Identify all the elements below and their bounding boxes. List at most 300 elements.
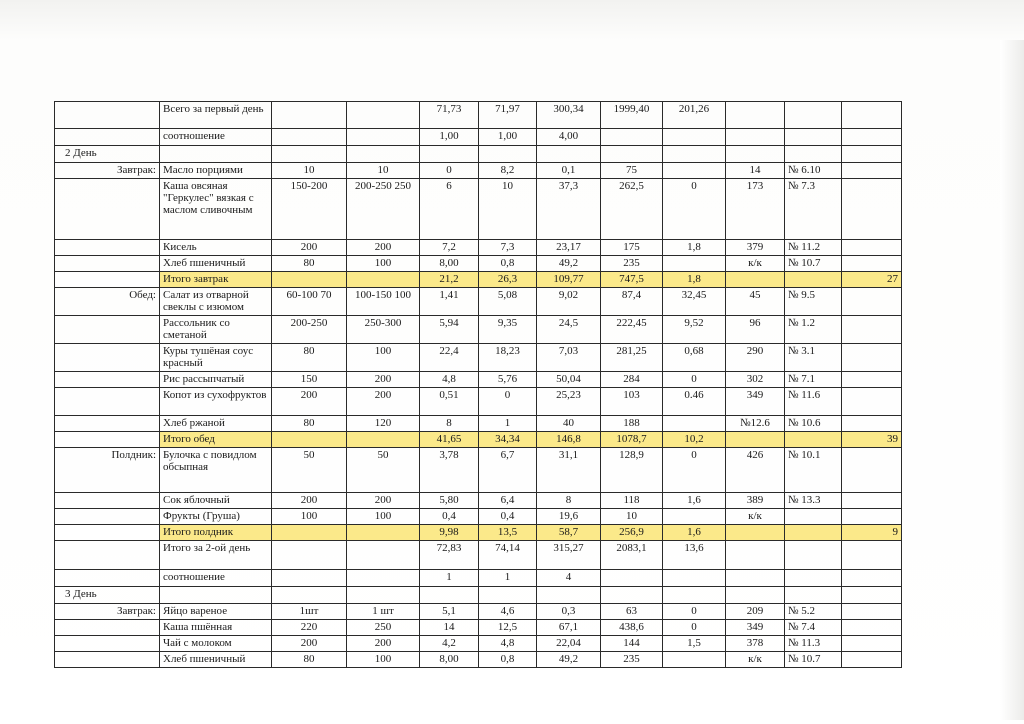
protein-cell xyxy=(420,146,479,163)
portion-large-cell: 200 xyxy=(347,493,420,509)
recipe-code-cell: № 10.7 xyxy=(785,652,842,668)
energy-cell: 438,6 xyxy=(601,620,663,636)
extra-cell xyxy=(842,636,902,652)
energy-cell: 87,4 xyxy=(601,288,663,316)
dish-cell: Салат из отварной свеклы с изюмом xyxy=(160,288,272,316)
dish-cell xyxy=(160,146,272,163)
meal-cell xyxy=(55,256,160,272)
dish-cell: Рис рассыпчатый xyxy=(160,372,272,388)
extra-cell xyxy=(842,416,902,432)
energy-cell: 10 xyxy=(601,509,663,525)
table-row xyxy=(55,570,902,587)
energy-cell: 281,25 xyxy=(601,344,663,372)
carbs-cell: 0,3 xyxy=(537,604,601,620)
portion-large-cell: 1 шт xyxy=(347,604,420,620)
carbs-cell: 146,8 xyxy=(537,432,601,448)
extra-cell xyxy=(842,102,902,129)
protein-cell: 8,00 xyxy=(420,256,479,272)
vitamin-cell: 1,6 xyxy=(663,525,726,541)
energy-cell: 118 xyxy=(601,493,663,509)
day-header-row xyxy=(55,587,902,604)
fat-cell xyxy=(479,146,537,163)
recipe-code-cell xyxy=(785,525,842,541)
day-header-row xyxy=(55,146,902,163)
portion-large-cell: 250-300 xyxy=(347,316,420,344)
recipe-code-cell: № 13.3 xyxy=(785,493,842,509)
recipe-code-cell xyxy=(785,102,842,129)
portion-large-cell xyxy=(347,587,420,604)
energy-cell: 747,5 xyxy=(601,272,663,288)
portion-small-cell: 220 xyxy=(272,620,347,636)
portion-large-cell xyxy=(347,570,420,587)
recipe-number-cell: 426 xyxy=(726,448,785,493)
extra-cell xyxy=(842,388,902,416)
portion-large-cell xyxy=(347,272,420,288)
fat-cell: 1,00 xyxy=(479,129,537,146)
recipe-number-cell: к/к xyxy=(726,652,785,668)
energy-cell: 235 xyxy=(601,256,663,272)
recipe-number-cell xyxy=(726,129,785,146)
energy-cell: 222,45 xyxy=(601,316,663,344)
carbs-cell: 22,04 xyxy=(537,636,601,652)
energy-cell: 1999,40 xyxy=(601,102,663,129)
portion-large-cell: 200-250 250 xyxy=(347,179,420,240)
extra-cell xyxy=(842,509,902,525)
dish-cell: Итого полдник xyxy=(160,525,272,541)
vitamin-cell: 0 xyxy=(663,604,726,620)
dish-cell: Кисель xyxy=(160,240,272,256)
meal-cell xyxy=(55,570,160,587)
meal-cell xyxy=(55,129,160,146)
recipe-number-cell xyxy=(726,102,785,129)
fat-cell: 6,7 xyxy=(479,448,537,493)
table-row xyxy=(55,652,902,668)
portion-small-cell xyxy=(272,102,347,129)
dish-cell: соотношение xyxy=(160,570,272,587)
portion-large-cell: 100 xyxy=(347,344,420,372)
protein-cell: 22,4 xyxy=(420,344,479,372)
vitamin-cell: 1,5 xyxy=(663,636,726,652)
recipe-code-cell: № 3.1 xyxy=(785,344,842,372)
carbs-cell: 19,6 xyxy=(537,509,601,525)
fat-cell: 0,8 xyxy=(479,256,537,272)
table-row xyxy=(55,102,902,129)
energy-cell: 175 xyxy=(601,240,663,256)
fat-cell: 0 xyxy=(479,388,537,416)
meal-cell: Завтрак: xyxy=(55,604,160,620)
portion-small-cell: 80 xyxy=(272,344,347,372)
portion-large-cell: 250 xyxy=(347,620,420,636)
protein-cell: 9,98 xyxy=(420,525,479,541)
energy-cell: 63 xyxy=(601,604,663,620)
extra-cell xyxy=(842,129,902,146)
total-row xyxy=(55,272,902,288)
meal-cell: Полдник: xyxy=(55,448,160,493)
vitamin-cell: 0 xyxy=(663,179,726,240)
recipe-code-cell xyxy=(785,541,842,570)
recipe-code-cell: № 6.10 xyxy=(785,163,842,179)
protein-cell: 0,4 xyxy=(420,509,479,525)
carbs-cell: 25,23 xyxy=(537,388,601,416)
portion-small-cell: 80 xyxy=(272,256,347,272)
portion-small-cell: 60-100 70 xyxy=(272,288,347,316)
fat-cell: 13,5 xyxy=(479,525,537,541)
portion-small-cell: 1шт xyxy=(272,604,347,620)
carbs-cell: 23,17 xyxy=(537,240,601,256)
meal-cell xyxy=(55,652,160,668)
dish-cell: Хлеб ржаной xyxy=(160,416,272,432)
recipe-code-cell: № 11.3 xyxy=(785,636,842,652)
portion-small-cell xyxy=(272,129,347,146)
portion-large-cell xyxy=(347,102,420,129)
meal-cell xyxy=(55,272,160,288)
protein-cell: 8,00 xyxy=(420,652,479,668)
recipe-number-cell: 173 xyxy=(726,179,785,240)
recipe-code-cell: № 9.5 xyxy=(785,288,842,316)
fat-cell: 26,3 xyxy=(479,272,537,288)
vitamin-cell: 10,2 xyxy=(663,432,726,448)
meal-cell xyxy=(55,344,160,372)
recipe-code-cell: № 7.1 xyxy=(785,372,842,388)
recipe-number-cell: к/к xyxy=(726,256,785,272)
portion-small-cell xyxy=(272,587,347,604)
table-row xyxy=(55,541,902,570)
energy-cell: 256,9 xyxy=(601,525,663,541)
protein-cell: 7,2 xyxy=(420,240,479,256)
fat-cell: 34,34 xyxy=(479,432,537,448)
energy-cell xyxy=(601,570,663,587)
carbs-cell: 24,5 xyxy=(537,316,601,344)
vitamin-cell: 0 xyxy=(663,620,726,636)
recipe-number-cell xyxy=(726,272,785,288)
extra-cell xyxy=(842,344,902,372)
recipe-number-cell: 378 xyxy=(726,636,785,652)
dish-cell: Копот из сухофруктов xyxy=(160,388,272,416)
dish-cell: Масло порциями xyxy=(160,163,272,179)
extra-cell xyxy=(842,372,902,388)
vitamin-cell xyxy=(663,146,726,163)
portion-small-cell: 150-200 xyxy=(272,179,347,240)
fat-cell: 12,5 xyxy=(479,620,537,636)
meal-cell xyxy=(55,525,160,541)
dish-cell xyxy=(160,587,272,604)
portion-large-cell: 100 xyxy=(347,256,420,272)
extra-cell xyxy=(842,179,902,240)
carbs-cell: 109,77 xyxy=(537,272,601,288)
extra-cell xyxy=(842,652,902,668)
carbs-cell: 50,04 xyxy=(537,372,601,388)
dish-cell: Куры тушёная соус красный xyxy=(160,344,272,372)
meal-cell xyxy=(55,316,160,344)
energy-cell: 75 xyxy=(601,163,663,179)
table-row xyxy=(55,129,902,146)
carbs-cell: 49,2 xyxy=(537,652,601,668)
recipe-code-cell: № 7.4 xyxy=(785,620,842,636)
recipe-code-cell xyxy=(785,146,842,163)
portion-large-cell: 200 xyxy=(347,372,420,388)
table-row xyxy=(55,388,902,416)
vitamin-cell: 201,26 xyxy=(663,102,726,129)
portion-small-cell: 200 xyxy=(272,240,347,256)
carbs-cell: 37,3 xyxy=(537,179,601,240)
portion-large-cell: 200 xyxy=(347,388,420,416)
portion-small-cell xyxy=(272,570,347,587)
meal-cell xyxy=(55,620,160,636)
energy-cell xyxy=(601,146,663,163)
portion-large-cell: 100-150 100 xyxy=(347,288,420,316)
portion-small-cell: 80 xyxy=(272,416,347,432)
carbs-cell: 7,03 xyxy=(537,344,601,372)
protein-cell: 0,51 xyxy=(420,388,479,416)
energy-cell: 128,9 xyxy=(601,448,663,493)
extra-cell xyxy=(842,448,902,493)
protein-cell: 8 xyxy=(420,416,479,432)
extra-cell: 39 xyxy=(842,432,902,448)
portion-small-cell xyxy=(272,432,347,448)
table-row xyxy=(55,316,902,344)
recipe-number-cell xyxy=(726,432,785,448)
portion-large-cell: 100 xyxy=(347,509,420,525)
meal-cell xyxy=(55,388,160,416)
portion-small-cell: 200 xyxy=(272,388,347,416)
fat-cell: 5,08 xyxy=(479,288,537,316)
portion-large-cell xyxy=(347,129,420,146)
dish-cell: Каша пшённая xyxy=(160,620,272,636)
energy-cell xyxy=(601,587,663,604)
recipe-code-cell: № 10.6 xyxy=(785,416,842,432)
vitamin-cell xyxy=(663,509,726,525)
meal-cell xyxy=(55,432,160,448)
protein-cell: 4,8 xyxy=(420,372,479,388)
dish-cell: Итого завтрак xyxy=(160,272,272,288)
portion-small-cell: 200 xyxy=(272,636,347,652)
energy-cell: 262,5 xyxy=(601,179,663,240)
extra-cell xyxy=(842,587,902,604)
extra-cell xyxy=(842,256,902,272)
energy-cell: 188 xyxy=(601,416,663,432)
dish-cell: Итого обед xyxy=(160,432,272,448)
extra-cell xyxy=(842,240,902,256)
fat-cell: 74,14 xyxy=(479,541,537,570)
recipe-code-cell: № 5.2 xyxy=(785,604,842,620)
protein-cell: 6 xyxy=(420,179,479,240)
fat-cell: 6,4 xyxy=(479,493,537,509)
meal-cell xyxy=(55,372,160,388)
recipe-number-cell: 14 xyxy=(726,163,785,179)
protein-cell: 21,2 xyxy=(420,272,479,288)
protein-cell: 1,00 xyxy=(420,129,479,146)
protein-cell: 41,65 xyxy=(420,432,479,448)
portion-small-cell: 100 xyxy=(272,509,347,525)
table-row xyxy=(55,493,902,509)
portion-small-cell xyxy=(272,525,347,541)
extra-cell: 9 xyxy=(842,525,902,541)
vitamin-cell xyxy=(663,416,726,432)
extra-cell xyxy=(842,146,902,163)
carbs-cell: 40 xyxy=(537,416,601,432)
dish-cell: Яйцо вареное xyxy=(160,604,272,620)
recipe-code-cell xyxy=(785,570,842,587)
meal-cell: Обед: xyxy=(55,288,160,316)
extra-cell xyxy=(842,541,902,570)
table-row xyxy=(55,256,902,272)
dish-cell: Итого за 2-ой день xyxy=(160,541,272,570)
vitamin-cell: 32,45 xyxy=(663,288,726,316)
carbs-cell: 4,00 xyxy=(537,129,601,146)
portion-large-cell xyxy=(347,525,420,541)
dish-cell: Хлеб пшеничный xyxy=(160,652,272,668)
dish-cell: Фрукты (Груша) xyxy=(160,509,272,525)
dish-cell: Сок яблочный xyxy=(160,493,272,509)
recipe-code-cell xyxy=(785,509,842,525)
table-row xyxy=(55,163,902,179)
dish-cell: Всего за первый день xyxy=(160,102,272,129)
recipe-number-cell xyxy=(726,570,785,587)
portion-small-cell xyxy=(272,146,347,163)
carbs-cell: 31,1 xyxy=(537,448,601,493)
portion-small-cell xyxy=(272,541,347,570)
recipe-number-cell: 45 xyxy=(726,288,785,316)
dish-cell: Хлеб пшеничный xyxy=(160,256,272,272)
extra-cell xyxy=(842,316,902,344)
vitamin-cell: 1,8 xyxy=(663,240,726,256)
portion-small-cell: 150 xyxy=(272,372,347,388)
energy-cell: 2083,1 xyxy=(601,541,663,570)
recipe-number-cell: 302 xyxy=(726,372,785,388)
extra-cell xyxy=(842,163,902,179)
vitamin-cell xyxy=(663,256,726,272)
carbs-cell: 67,1 xyxy=(537,620,601,636)
energy-cell: 235 xyxy=(601,652,663,668)
protein-cell: 14 xyxy=(420,620,479,636)
portion-large-cell: 200 xyxy=(347,636,420,652)
recipe-number-cell: 349 xyxy=(726,620,785,636)
fat-cell: 71,97 xyxy=(479,102,537,129)
vitamin-cell: 0 xyxy=(663,372,726,388)
fat-cell: 5,76 xyxy=(479,372,537,388)
fat-cell: 18,23 xyxy=(479,344,537,372)
protein-cell: 1 xyxy=(420,570,479,587)
portion-large-cell xyxy=(347,432,420,448)
vitamin-cell: 1,6 xyxy=(663,493,726,509)
energy-cell: 144 xyxy=(601,636,663,652)
recipe-code-cell: № 7.3 xyxy=(785,179,842,240)
recipe-number-cell: 349 xyxy=(726,388,785,416)
meal-cell xyxy=(55,541,160,570)
meal-cell xyxy=(55,416,160,432)
carbs-cell: 58,7 xyxy=(537,525,601,541)
meal-cell xyxy=(55,240,160,256)
vitamin-cell: 13,6 xyxy=(663,541,726,570)
extra-cell: 27 xyxy=(842,272,902,288)
recipe-number-cell: 96 xyxy=(726,316,785,344)
energy-cell xyxy=(601,129,663,146)
carbs-cell: 4 xyxy=(537,570,601,587)
table-row xyxy=(55,179,902,240)
page-edge-shadow xyxy=(1000,40,1024,720)
recipe-number-cell: 389 xyxy=(726,493,785,509)
table-row xyxy=(55,372,902,388)
table-row xyxy=(55,636,902,652)
meal-cell: 3 День xyxy=(55,587,160,604)
recipe-number-cell: 290 xyxy=(726,344,785,372)
carbs-cell xyxy=(537,146,601,163)
menu-table xyxy=(54,101,902,668)
energy-cell: 284 xyxy=(601,372,663,388)
recipe-number-cell xyxy=(726,587,785,604)
vitamin-cell: 0 xyxy=(663,448,726,493)
protein-cell: 72,83 xyxy=(420,541,479,570)
protein-cell: 4,2 xyxy=(420,636,479,652)
protein-cell xyxy=(420,587,479,604)
dish-cell: соотношение xyxy=(160,129,272,146)
portion-small-cell: 200 xyxy=(272,493,347,509)
recipe-number-cell: 209 xyxy=(726,604,785,620)
recipe-number-cell xyxy=(726,525,785,541)
recipe-code-cell xyxy=(785,272,842,288)
meal-cell xyxy=(55,102,160,129)
dish-cell: Рассольник со сметаной xyxy=(160,316,272,344)
extra-cell xyxy=(842,288,902,316)
recipe-code-cell xyxy=(785,587,842,604)
fat-cell: 1 xyxy=(479,416,537,432)
vitamin-cell xyxy=(663,163,726,179)
vitamin-cell xyxy=(663,129,726,146)
dish-cell: Каша овсяная "Геркулес" вязкая с маслом сливочным xyxy=(160,179,272,240)
protein-cell: 5,1 xyxy=(420,604,479,620)
meal-cell: 2 День xyxy=(55,146,160,163)
fat-cell: 0,8 xyxy=(479,652,537,668)
carbs-cell: 9,02 xyxy=(537,288,601,316)
vitamin-cell xyxy=(663,652,726,668)
vitamin-cell: 1,8 xyxy=(663,272,726,288)
carbs-cell: 300,34 xyxy=(537,102,601,129)
meal-cell xyxy=(55,636,160,652)
portion-small-cell: 80 xyxy=(272,652,347,668)
portion-large-cell xyxy=(347,541,420,570)
carbs-cell: 315,27 xyxy=(537,541,601,570)
meal-cell xyxy=(55,509,160,525)
recipe-code-cell: № 10.7 xyxy=(785,256,842,272)
recipe-code-cell: № 10.1 xyxy=(785,448,842,493)
energy-cell: 1078,7 xyxy=(601,432,663,448)
vitamin-cell: 9,52 xyxy=(663,316,726,344)
extra-cell xyxy=(842,604,902,620)
energy-cell: 103 xyxy=(601,388,663,416)
meal-cell: Завтрак: xyxy=(55,163,160,179)
recipe-code-cell: № 11.6 xyxy=(785,388,842,416)
protein-cell: 3,78 xyxy=(420,448,479,493)
carbs-cell: 0,1 xyxy=(537,163,601,179)
table-row xyxy=(55,240,902,256)
recipe-code-cell xyxy=(785,129,842,146)
portion-small-cell xyxy=(272,272,347,288)
recipe-number-cell: 379 xyxy=(726,240,785,256)
fat-cell: 8,2 xyxy=(479,163,537,179)
protein-cell: 5,80 xyxy=(420,493,479,509)
recipe-number-cell xyxy=(726,541,785,570)
fat-cell: 4,8 xyxy=(479,636,537,652)
table-row xyxy=(55,344,902,372)
table-row xyxy=(55,416,902,432)
recipe-code-cell: № 11.2 xyxy=(785,240,842,256)
carbs-cell: 8 xyxy=(537,493,601,509)
protein-cell: 1,41 xyxy=(420,288,479,316)
meal-cell xyxy=(55,179,160,240)
portion-large-cell: 50 xyxy=(347,448,420,493)
portion-large-cell xyxy=(347,146,420,163)
recipe-number-cell xyxy=(726,146,785,163)
